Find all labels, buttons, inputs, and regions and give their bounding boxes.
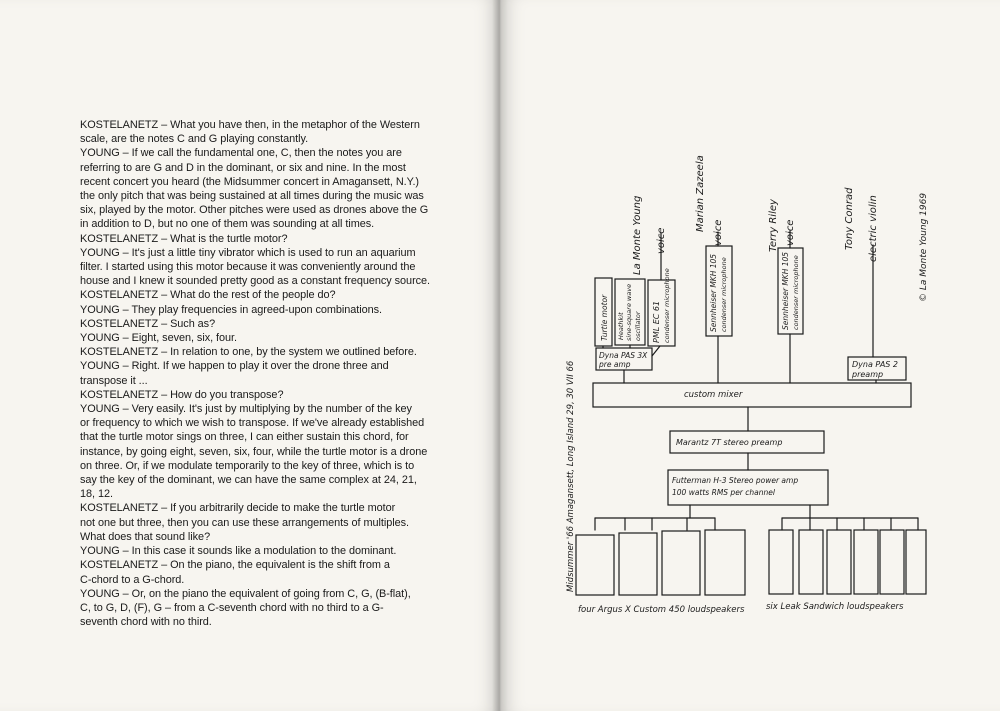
text-line: house and I knew it sounded pretty good as a constant frequency source. <box>80 275 431 288</box>
text-line: or frequency to which we wish to transpose. If we've already established <box>80 417 425 430</box>
text-line: in addition to D, but no one of them was sounding at all times. <box>80 218 375 231</box>
text-line: scale, are the notes C and G playing constantly. <box>80 133 309 146</box>
speaker-leak-1 <box>769 530 793 594</box>
turtle-motor-label: Turtle motor <box>600 294 609 341</box>
concert-side-note: Midsummer '66 Amagansett, Long Island 29, 30 VII 66 <box>566 360 576 592</box>
stereo-preamp-label: Marantz 7T stereo preamp <box>676 438 783 447</box>
text-line: KOSTELANETZ – What you have then, in the metaphor of the Western <box>80 119 420 131</box>
pml-mic-label-1: PML EC 61 <box>652 300 661 343</box>
performer-zazeela-voice: voice <box>713 219 724 246</box>
text-line: recent concert you heard (the Midsummer concert in Amagansett, N.Y.) <box>80 175 420 188</box>
speaker-argus-3 <box>662 531 700 595</box>
speaker-leak-5 <box>880 530 904 594</box>
performer-riley-voice: voice <box>785 219 796 246</box>
text-line: filter. I started using this motor because it was conveniently around the <box>80 261 416 274</box>
mic-zazeela-label-1: Sennheiser MKH 105 <box>709 253 718 332</box>
preamp-right-label-1: Dyna PAS 2 <box>852 360 899 369</box>
text-line: six, played by the motor. Other pitches were used as drones above the G <box>80 204 429 217</box>
mic-zazeela-label-2: condenser microphone <box>720 257 728 332</box>
performer-zazeela: Marian Zazeela <box>695 155 706 232</box>
text-line: YOUNG – Eight, seven, six, four. <box>80 332 237 345</box>
power-amp-label-1: Futterman H-3 Stereo power amp <box>672 476 799 485</box>
mic-riley-label-1: Sennheiser MKH 105 <box>781 251 790 330</box>
performer-young: La Monte Young <box>632 195 643 275</box>
text-line: YOUNG – In this case it sounds like a modulation to the dominant. <box>80 545 397 558</box>
performer-conrad-instrument: electric violin <box>868 195 879 262</box>
mic-riley-label-2: condenser microphone <box>792 255 800 330</box>
text-line: KOSTELANETZ – In relation to one, by the system we outlined before. <box>80 346 417 359</box>
text-line: referring to are G and D in the dominant, or six and nine. In the most <box>80 161 406 174</box>
text-line: instance, by going eight, seven, six, four, while the turtle motor is a drone <box>80 445 428 458</box>
text-line: C-chord to a G-chord. <box>80 573 185 586</box>
text-line: KOSTELANETZ – How do you transpose? <box>80 388 284 401</box>
text-line: YOUNG – If we call the fundamental one, C, then the notes you are <box>80 147 402 160</box>
text-line: YOUNG – Right. If we happen to play it over the drone three and <box>80 360 389 373</box>
text-line: seventh chord with no third. <box>80 616 212 629</box>
text-line: not one but three, then you can use these arrangements of multiples. <box>80 516 409 529</box>
text-line: YOUNG – Or, on the piano the equivalent of going from C, G, (B-flat), <box>80 587 411 600</box>
mixer-box <box>593 383 911 407</box>
power-amp-label-2: 100 watts RMS per channel <box>672 488 775 497</box>
text-line: What does that sound like? <box>80 530 211 543</box>
text-line: KOSTELANETZ – If you arbitrarily decide to make the turtle motor <box>80 502 396 515</box>
oscillator-label-3: oscillator <box>634 311 642 341</box>
text-line: the only pitch that was being sustained at all times during the music was <box>80 190 424 203</box>
text-line: say the key of the dominant, we can have the same complex at 24, 21, <box>80 474 417 487</box>
text-line: KOSTELANETZ – What is the turtle motor? <box>80 232 288 245</box>
speakers-right-label: six Leak Sandwich loudspeakers <box>766 602 904 612</box>
performer-conrad: Tony Conrad <box>844 187 855 250</box>
text-line: KOSTELANETZ – What do the rest of the people do? <box>80 289 336 302</box>
speaker-argus-2 <box>619 533 657 595</box>
speaker-argus-1 <box>576 535 614 595</box>
copyright-note: © La Monte Young 1969 <box>919 192 929 302</box>
mixer-label: custom mixer <box>684 390 743 400</box>
speaker-argus-4 <box>705 530 745 595</box>
performer-riley: Terry Riley <box>768 199 779 252</box>
text-line: transpose it ... <box>80 374 148 387</box>
interview-text <box>80 118 452 629</box>
text-line: 18, 12. <box>80 488 113 501</box>
text-line: C, to G, D, (F), G – from a C-seventh chord with no third to a G- <box>80 601 384 614</box>
preamp-right-label-2: preamp <box>852 370 884 379</box>
text-line: on three. Or, if we modulate temporarily to the key of three, which is to <box>80 459 415 472</box>
preamp-left-label-2: pre amp <box>599 360 631 369</box>
oscillator-label-1: Heathkit <box>617 312 625 340</box>
preamp-left-label-1: Dyna PAS 3X <box>599 351 648 360</box>
speaker-leak-4 <box>854 530 878 594</box>
pml-mic-label-2: condenser microphone <box>663 268 671 343</box>
oscillator-label-2: sine-square wave <box>625 283 633 341</box>
text-line: YOUNG – It's just a little tiny vibrator which is used to run an aquarium <box>80 246 416 259</box>
text-line: KOSTELANETZ – Such as? <box>80 317 216 330</box>
speaker-leak-6 <box>906 530 926 594</box>
text-line: YOUNG – Very easily. It's just by multiplying by the number of the key <box>80 403 412 416</box>
speakers-left-label: four Argus X Custom 450 loudspeakers <box>578 605 745 615</box>
speaker-leak-3 <box>827 530 851 594</box>
performer-young-voice: voice <box>656 227 667 254</box>
text-line: YOUNG – They play frequencies in agreed-upon combinations. <box>80 303 383 316</box>
sound-system-diagram <box>500 0 1000 711</box>
speaker-leak-2 <box>799 530 823 594</box>
text-line: KOSTELANETZ – On the piano, the equivalent is the shift from a <box>80 559 390 572</box>
text-line: that the turtle motor sings on three, I can either sustain this chord, for <box>80 431 409 444</box>
